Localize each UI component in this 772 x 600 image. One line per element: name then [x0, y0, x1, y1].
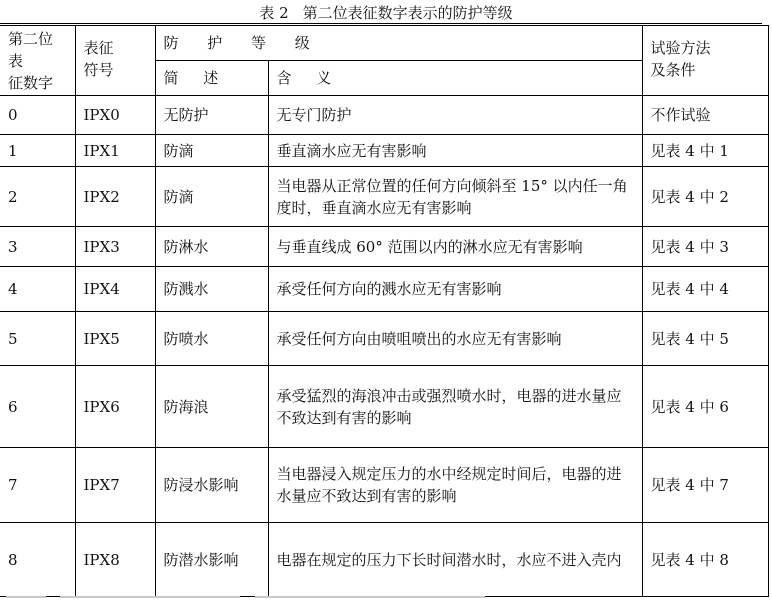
header-brief [155, 61, 268, 96]
row-test: 不作试验 [642, 96, 768, 135]
row-digit: 8 [0, 523, 75, 597]
top-rule [0, 23, 762, 24]
row-code: IPX5 [75, 312, 155, 366]
row-test: 见表 4 中 8 [642, 523, 768, 597]
row-brief: 无防护 [155, 96, 268, 135]
row-brief: 防海浪 [155, 366, 268, 448]
row-brief: 防潜水影响 [155, 523, 268, 597]
row-test: 见表 4 中 1 [642, 135, 768, 167]
row-digit: 6 [0, 366, 75, 448]
row-digit: 0 [0, 96, 75, 135]
row-code: IPX3 [75, 227, 155, 267]
header-symbol-line-1: 表征 [83, 39, 114, 57]
row-test: 见表 4 中 5 [642, 312, 768, 366]
header-test [642, 26, 768, 96]
row-meaning: 当电器从正常位置的任何方向倾斜至 15° 以内任一角度时，垂直滴水应无有害影响 [268, 167, 642, 227]
header-symbol [75, 26, 155, 96]
row-code: IPX6 [75, 366, 155, 448]
table-row [0, 96, 768, 135]
row-code: IPX1 [75, 135, 155, 167]
cropped-next-line [0, 593, 772, 600]
row-code: IPX4 [75, 267, 155, 312]
row-meaning: 承受任何方向由喷咀喷出的水应无有害影响 [268, 312, 642, 366]
table-row [0, 267, 768, 312]
residue-segment [60, 596, 240, 598]
row-digit: 5 [0, 312, 75, 366]
row-digit: 7 [0, 448, 75, 523]
row-brief: 防溅水 [155, 267, 268, 312]
row-brief: 防淋水 [155, 227, 268, 267]
row-brief: 防滴 [155, 135, 268, 167]
residue-segment [6, 596, 46, 598]
table-title: 第二位表征数字表示的防护等级 [302, 4, 513, 22]
header-protection [155, 26, 642, 61]
table-number: 表 2 [259, 4, 289, 22]
row-code: IPX0 [75, 96, 155, 135]
table-caption [0, 3, 772, 23]
table-row [0, 167, 768, 227]
header-meaning-label: 含 义 [276, 69, 342, 87]
header-digit [0, 26, 75, 96]
row-meaning: 承受猛烈的海浪冲击或强烈喷水时，电器的进水量应不致达到有害的影响 [268, 366, 642, 448]
row-code: IPX8 [75, 523, 155, 597]
row-brief: 防喷水 [155, 312, 268, 366]
table-row [0, 366, 768, 448]
header-protection-label: 防 护 等 级 [163, 34, 322, 52]
row-test: 见表 4 中 3 [642, 227, 768, 267]
header-digit-line-1: 第二位 [8, 30, 54, 48]
header-row-1 [0, 26, 768, 61]
residue-segment [255, 596, 485, 598]
table-row [0, 312, 768, 366]
table-row [0, 523, 768, 597]
header-meaning [268, 61, 642, 96]
table-row [0, 227, 768, 267]
row-code: IPX2 [75, 167, 155, 227]
row-test: 见表 4 中 2 [642, 167, 768, 227]
header-digit-line-2: 表 [8, 52, 24, 70]
row-digit: 2 [0, 167, 75, 227]
row-brief: 防滴 [155, 167, 268, 227]
table-row [0, 135, 768, 167]
header-symbol-line-2: 符号 [83, 61, 114, 79]
row-meaning: 无专门防护 [268, 96, 642, 135]
row-meaning: 垂直滴水应无有害影响 [268, 135, 642, 167]
row-meaning: 电器在规定的压力下长时间潜水时，水应不进入壳内 [268, 523, 642, 597]
header-test-line-2: 及条件 [650, 61, 696, 79]
row-code: IPX7 [75, 448, 155, 523]
row-test: 见表 4 中 6 [642, 366, 768, 448]
row-test: 见表 4 中 7 [642, 448, 768, 523]
header-digit-line-3: 征数字 [8, 74, 54, 92]
row-meaning: 与垂直线成 60° 范围以内的淋水应无有害影响 [268, 227, 642, 267]
row-digit: 3 [0, 227, 75, 267]
row-test: 见表 4 中 4 [642, 267, 768, 312]
header-test-line-1: 试验方法 [650, 39, 711, 57]
row-digit: 1 [0, 135, 75, 167]
row-digit: 4 [0, 267, 75, 312]
header-brief-label: 简 述 [163, 69, 229, 87]
table-row [0, 448, 768, 523]
protection-grade-table [0, 25, 769, 597]
row-meaning: 当电器浸入规定压力的水中经规定时间后，电器的进水量应不致达到有害的影响 [268, 448, 642, 523]
row-meaning: 承受任何方向的溅水应无有害影响 [268, 267, 642, 312]
row-brief: 防浸水影响 [155, 448, 268, 523]
